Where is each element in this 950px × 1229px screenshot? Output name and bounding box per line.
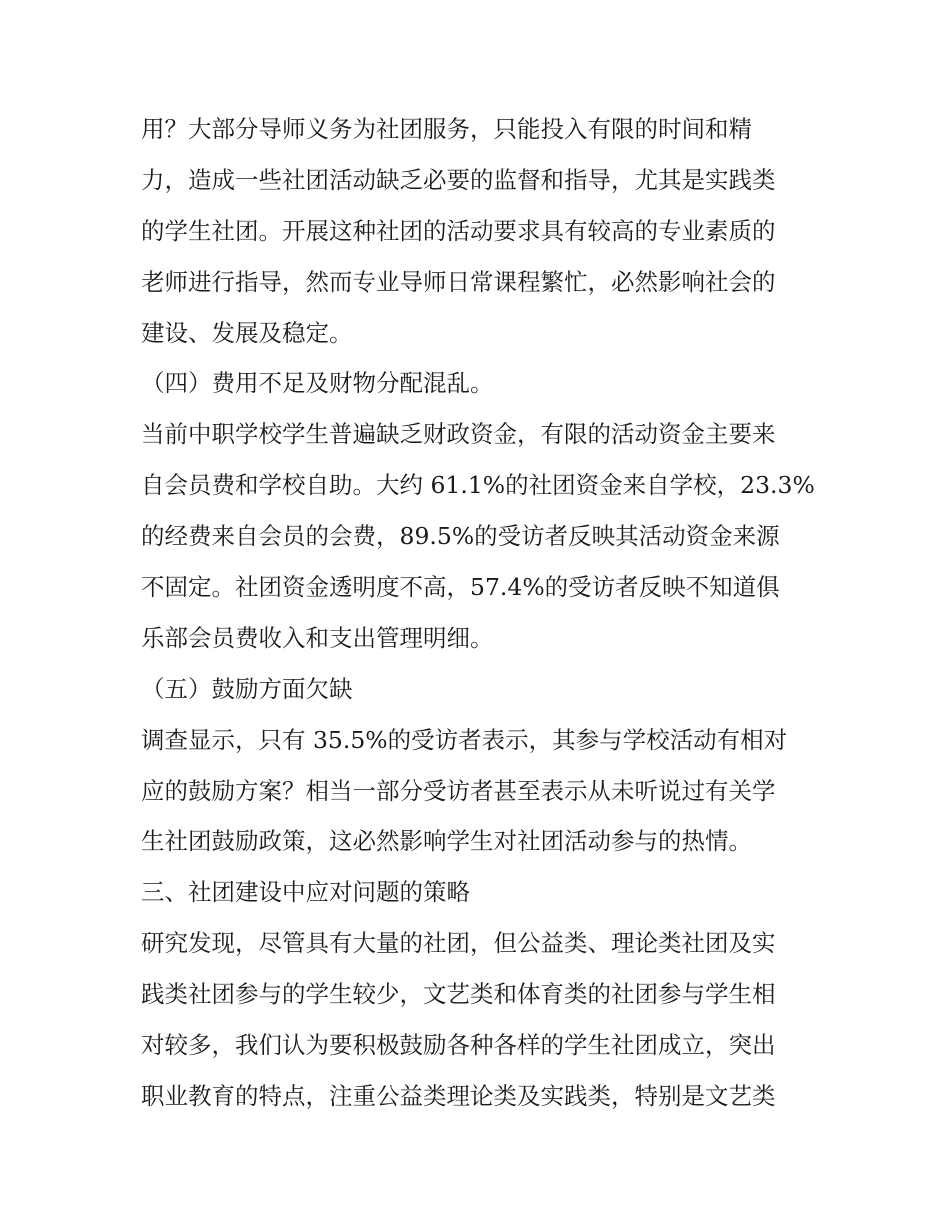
paragraph-line-16: 对较多，我们认为要积极鼓励各种各样的学生社团成立，突出 <box>141 1031 776 1060</box>
section-heading-5: （五）鼓励方面欠缺 <box>141 674 353 703</box>
section-heading-3: 三、社团建设中应对问题的策略 <box>141 878 470 907</box>
paragraph-line-2: 力，造成一些社团活动缺乏必要的监督和指导，尤其是实践类 <box>141 165 776 194</box>
paragraph-line-11: 调查显示，只有 35.5%的受访者表示，其参与学校活动有相对 <box>141 725 788 754</box>
section-heading-4: （四）费用不足及财物分配混乱。 <box>141 369 494 398</box>
paragraph-line-7: 自会员费和学校自助。大约 61.1%的社团资金来自学校，23.3% <box>141 471 815 500</box>
paragraph-line-13: 生社团鼓励政策，这必然影响学生对社团活动参与的热情。 <box>141 827 752 856</box>
paragraph-line-3: 的学生社团。开展这种社团的活动要求具有较高的专业素质的 <box>141 216 776 245</box>
body-text <box>141 104 821 1122</box>
paragraph-line-14: 研究发现，尽管具有大量的社团，但公益类、理论类社团及实 <box>141 929 776 958</box>
paragraph-line-12: 应的鼓励方案？相当一部分受访者甚至表示从未听说过有关学 <box>141 776 776 805</box>
paragraph-line-17: 职业教育的特点，注重公益类理论类及实践类，特别是文艺类 <box>141 1081 776 1110</box>
paragraph-line-8: 的经费来自会员的会费，89.5%的受访者反映其活动资金来源 <box>141 522 780 551</box>
paragraph-line-9: 不固定。社团资金透明度不高，57.4%的受访者反映不知道俱 <box>141 573 780 602</box>
paragraph-line-6: 当前中职学校学生普遍缺乏财政资金，有限的活动资金主要来 <box>141 420 776 449</box>
paragraph-line-5: 建设、发展及稳定。 <box>141 318 353 347</box>
paragraph-line-10: 乐部会员费收入和支出管理明细。 <box>141 623 494 652</box>
paragraph-line-1: 用？大部分导师义务为社团服务，只能投入有限的时间和精 <box>141 115 752 143</box>
paragraph-line-4: 老师进行指导，然而专业导师日常课程繁忙，必然影响社会的 <box>141 267 776 296</box>
paragraph-line-15: 践类社团参与的学生较少，文艺类和体育类的社团参与学生相 <box>141 980 776 1009</box>
